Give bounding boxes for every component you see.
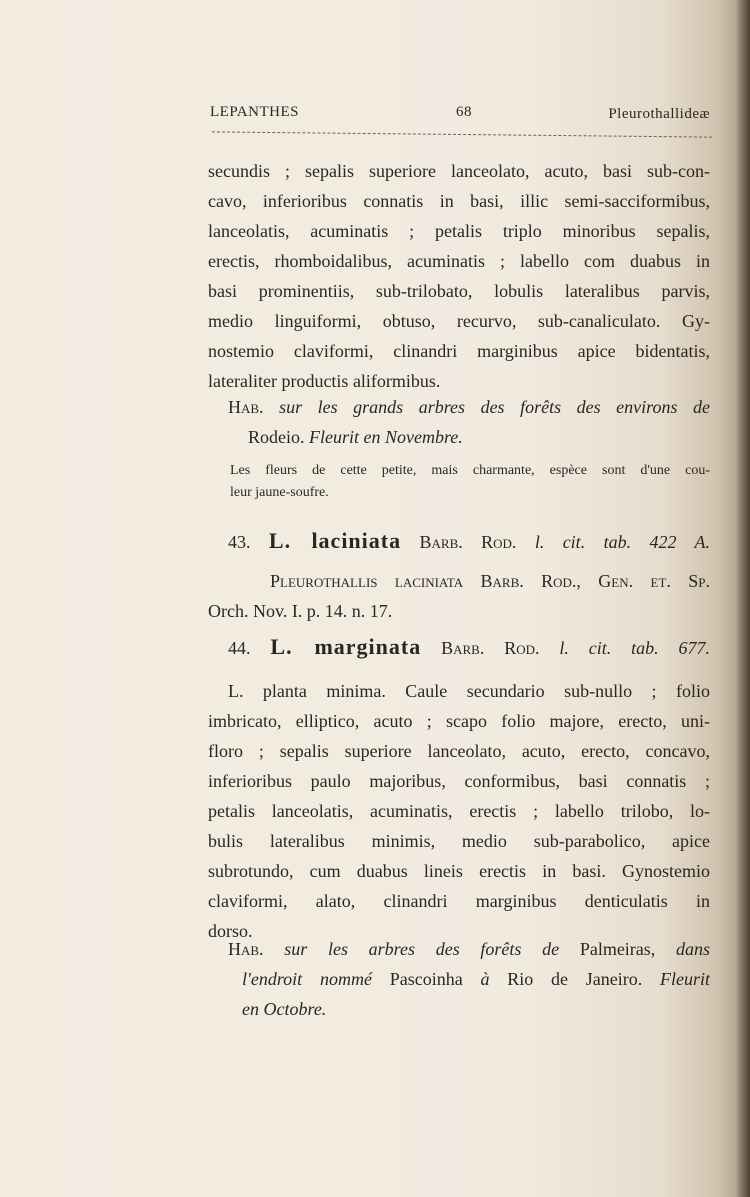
text-line: dorso. xyxy=(208,921,253,941)
text-line: lanceolatis, acuminatis ; petalis triplo minoribus sepalis, xyxy=(208,221,710,241)
habitat-paragraph-2 xyxy=(228,934,710,1024)
text-line: cavo, inferioribus connatis in basi, illic semi-sacciformibus, xyxy=(208,191,710,211)
species-entry-43 xyxy=(228,526,710,557)
text-line: floro ; sepalis superiore lanceolato, acuto, erecto, concavo, xyxy=(208,741,710,761)
text-line: bulis lateralibus minimis, medio sub-parabolico, apice xyxy=(208,831,710,851)
text-line: erectis, rhomboidalibus, acuminatis ; labello com duabus in xyxy=(208,251,710,271)
species-author: Barb. Rod. xyxy=(419,532,517,552)
text-line: petalis lanceolatis, acuminatis, erectis ; labello trilobo, lo- xyxy=(208,801,710,821)
note-line: Les fleurs de cette petite, mais charmante, espèce sont d'une cou- xyxy=(230,463,710,478)
flowering-time: Fleurit en Novembre. xyxy=(309,427,463,447)
text-line: lateraliter productis aliformibus. xyxy=(208,371,441,391)
synonym-paragraph xyxy=(208,566,710,626)
synonym-line: Orch. Nov. I. p. 14. n. 17. xyxy=(208,601,393,621)
habitat-text: à xyxy=(480,969,490,989)
habitat-locality: Palmeiras, xyxy=(579,939,656,959)
text-line: medio linguiformi, obtuso, recurvo, sub-canaliculato. Gy- xyxy=(208,311,710,331)
text-line: secundis ; sepalis superiore lanceolato, acuto, basi sub-con- xyxy=(208,161,710,181)
note-paragraph xyxy=(230,460,710,504)
text-line: imbricato, elliptico, acuto ; scapo folio majore, erecto, uni- xyxy=(208,711,710,731)
flowering-time: en Octobre. xyxy=(242,999,327,1019)
entry-number: 43. xyxy=(228,532,251,552)
habitat-text: dans xyxy=(676,939,710,959)
text-line: L. planta minima. Caule secundario sub-nullo ; folio xyxy=(228,681,710,701)
description-paragraph xyxy=(208,156,710,396)
habitat-text: sur les arbres des forêts de xyxy=(284,939,560,959)
text-line: nostemio claviformi, clinandri marginibus apice bidentatis, xyxy=(208,341,710,361)
header-family: Pleurothallideæ xyxy=(608,106,710,122)
species-entry-44 xyxy=(228,632,710,663)
running-header xyxy=(210,104,710,130)
header-genus: LEPANTHES xyxy=(210,104,299,120)
synonym-line: Pleurothallis laciniata Barb. Rod., Gen. et. Sp. xyxy=(270,571,710,591)
description-44-paragraph xyxy=(208,676,710,946)
habitat-label: Hab. xyxy=(228,939,264,959)
habitat-locality: Pascoinha xyxy=(389,969,463,989)
text-line: basi prominentiis, sub-trilobato, lobulis lateralibus parvis, xyxy=(208,281,710,301)
habitat-label: Hab. xyxy=(228,397,264,417)
text-line: inferioribus paulo majoribus, conformibus, basi connatis ; xyxy=(208,771,710,791)
species-name: L. laciniata xyxy=(268,528,402,553)
species-name: L. marginata xyxy=(270,634,422,659)
page-edge-shadow xyxy=(736,0,750,1197)
species-author: Barb. Rod. xyxy=(441,638,540,658)
habitat-locality: Rio de Janeiro. xyxy=(507,969,643,989)
habitat-paragraph-1 xyxy=(228,392,710,452)
plate-reference: l. cit. tab. 422 A. xyxy=(534,532,710,552)
text-line: subrotundo, cum duabus lineis erectis in basi. Gynostemio xyxy=(208,861,710,881)
habitat-text: l'endroit nommé xyxy=(242,969,372,989)
flowering-time: Fleurit xyxy=(660,969,710,989)
entry-number: 44. xyxy=(228,638,251,658)
header-rule xyxy=(212,131,712,137)
page-number: 68 xyxy=(456,104,472,120)
habitat-locality: Rodeio. xyxy=(248,427,305,447)
plate-reference: l. cit. tab. 677. xyxy=(559,638,710,658)
note-line: leur jaune-soufre. xyxy=(230,485,329,500)
habitat-text: sur les grands arbres des forêts des environs de xyxy=(279,397,710,417)
text-line: claviformi, alato, clinandri marginibus denticulatis in xyxy=(208,891,710,911)
